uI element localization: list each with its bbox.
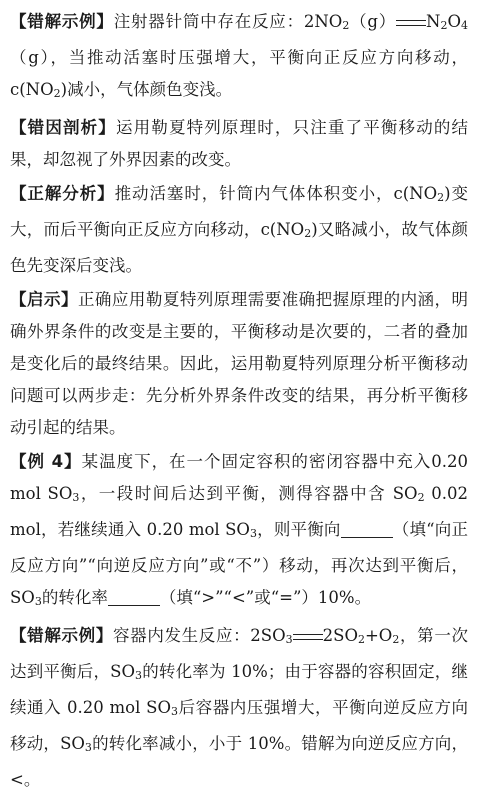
text: （g），当推动活塞时压强增大，平衡向正反应方向移动，c(NO (10, 48, 468, 99)
text: 的转化率为 10%；由于容器的容积固定，继续通入 0.20 mol SO (10, 662, 468, 717)
subscript: 3 (72, 491, 80, 504)
text: 推动活塞时，针筒内气体体积变小，c(NO (114, 184, 438, 203)
equilibrium-arrow-icon (293, 632, 323, 642)
text: 容器内发生反应：2SO (112, 626, 286, 645)
text: O (447, 12, 462, 31)
label-insight: 【启示】 (10, 290, 78, 309)
text: （填“>”“<”或“=”）10%。 (159, 588, 372, 607)
label-example-4: 【例 4】 (10, 452, 82, 471)
text: 0.02 mol，若继续通入 0.20 mol SO (10, 484, 468, 539)
subscript: 2 (304, 227, 312, 240)
subscript: 3 (249, 527, 257, 540)
text: ，则平衡向 (256, 520, 341, 539)
text: 注射器针筒中存在反应：2NO (113, 12, 343, 31)
text: 的转化率减小，小于 10%。错解为向逆反应方向，<。 (10, 734, 468, 789)
text: ，一段时间后达到平衡，测得容器中含 SO (79, 484, 418, 503)
label-error-analysis: 【错因剖析】 (10, 118, 116, 137)
subscript: 3 (84, 741, 92, 754)
text: ，第一次达到平衡后，SO (10, 626, 468, 681)
subscript: 2 (53, 87, 61, 100)
equilibrium-arrow-icon (396, 18, 426, 28)
subscript: 3 (135, 669, 143, 682)
text: )变大，而后平衡向正反应方向移动，c(NO (10, 184, 469, 239)
paragraph-example-4 (10, 446, 468, 618)
text: +O (364, 626, 393, 645)
text: 运用勒夏特列原理时，只注重了平衡移动的结果，却忽视了外界因素的改变。 (10, 118, 469, 169)
paragraph-wrong-example-1 (10, 6, 468, 110)
paragraph-insight (10, 284, 468, 444)
paragraph-correct-analysis (10, 178, 468, 282)
text: （填“向正反应方向”“向逆反应方向”或“不”）移动，再次达到平衡后，SO (10, 520, 468, 607)
answer-blank-2 (108, 589, 160, 606)
subscript: 3 (34, 595, 42, 608)
subscript: 2 (437, 191, 445, 204)
paragraph-wrong-example-2 (10, 620, 468, 796)
subscript: 2 (440, 19, 448, 32)
subscript: 2 (342, 19, 350, 32)
text: 某温度下，在一个固定容积的密闭容器中充入0.20 mol SO (10, 452, 468, 503)
text: 2SO (322, 626, 358, 645)
label-correct-analysis: 【正解分析】 (10, 184, 115, 203)
subscript: 4 (461, 19, 469, 32)
text: )又略减小，故气体颜色先变深后变浅。 (10, 220, 468, 275)
text: 正确应用勒夏特列原理需要准确把握原理的内涵，明确外界条件的改变是主要的，平衡移动是次要的，二者的叠加是变化后的最终结果。因此，运用勒夏特列原理分析平衡移动问题可以两步走：先分析外界条件改变的结果，再分析平衡移动引起的结果。 (10, 290, 469, 437)
label-wrong-example: 【错解示例】 (10, 12, 114, 31)
text: （g） (349, 12, 397, 31)
subscript: 3 (171, 705, 179, 718)
text: 的转化率 (41, 588, 108, 607)
text: N (426, 12, 441, 31)
subscript: 2 (392, 633, 400, 646)
text: )减小，气体颜色变浅。 (60, 80, 233, 99)
text: 后容器内压强增大，平衡向逆反应方向移动，SO (10, 698, 468, 753)
label-wrong-example: 【错解示例】 (10, 626, 113, 645)
subscript: 2 (357, 633, 365, 646)
answer-blank-1 (341, 521, 393, 538)
subscript: 3 (285, 633, 293, 646)
subscript: 2 (417, 491, 425, 504)
paragraph-error-analysis (10, 112, 468, 176)
